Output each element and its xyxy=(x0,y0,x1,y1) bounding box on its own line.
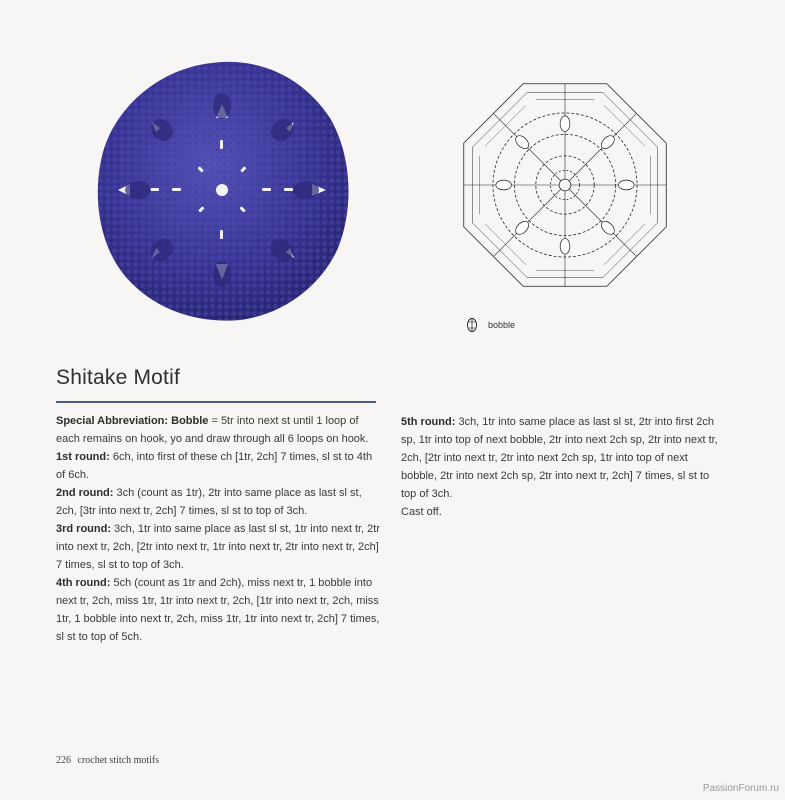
special-abbreviation: Special Abbreviation: Bobble = 5tr into next st until 1 loop of each remains on hook, yo and draw through all 6 loops on hook. xyxy=(56,415,369,445)
round-5: 5th round: 3ch, 1tr into same place as last sl st, 2tr into first 2ch sp, 1tr into top of next bobble, 2tr into next 2ch sp, 2tr into next tr, 2ch, [2tr into next tr, 2tr into next 2ch sp, 1tr into top of next bobble, 2tr into next 2ch sp, 2tr into next tr, 2ch] 7 times, sl st to top of 3ch. xyxy=(401,416,718,500)
page-number: 226 xyxy=(56,755,71,766)
cast-off: Cast off. xyxy=(401,506,442,518)
key-label: bobble xyxy=(488,320,516,330)
round-2: 2nd round: 3ch (count as 1tr), 2tr into same place as last sl st, 2ch, [3tr into next tr, 2ch] 7 times, sl st to top of 3ch. xyxy=(56,487,362,517)
page-footer xyxy=(56,755,159,766)
round-1: 1st round: 6ch, into first of these ch [1tr, 2ch] 7 times, sl st to 4th of 6ch. xyxy=(56,451,373,481)
round-3: 3rd round: 3ch, 1tr into same place as last sl st, 1tr into next tr, 2tr into next tr, 2ch, [2tr into next tr, 1tr into next tr, 2tr into next tr, 2ch] 7 times, sl st to top of 3ch. xyxy=(56,523,381,571)
round-4: 4th round: 5ch (count as 1tr and 2ch), miss next tr, 1 bobble into next tr, 2ch, miss 1tr, 1tr into next tr, 2ch, [1tr into next tr, 2ch, miss 1tr, 1 bobble into next tr, 2ch, miss 1tr, 1tr into next tr, 2ch] 7 times, sl st to top of 5ch. xyxy=(56,577,380,643)
stitch-chart xyxy=(455,72,675,298)
bobble-icon xyxy=(466,317,478,333)
instructions-right xyxy=(401,413,721,521)
section-name: crochet stitch motifs xyxy=(77,755,160,766)
instructions-left xyxy=(56,412,381,646)
page-title: Shitake Motif xyxy=(56,366,180,389)
watermark: PassionForum.ru xyxy=(702,783,779,794)
title-rule xyxy=(56,401,376,403)
chart-key xyxy=(466,316,515,334)
motif-photo xyxy=(90,58,355,323)
